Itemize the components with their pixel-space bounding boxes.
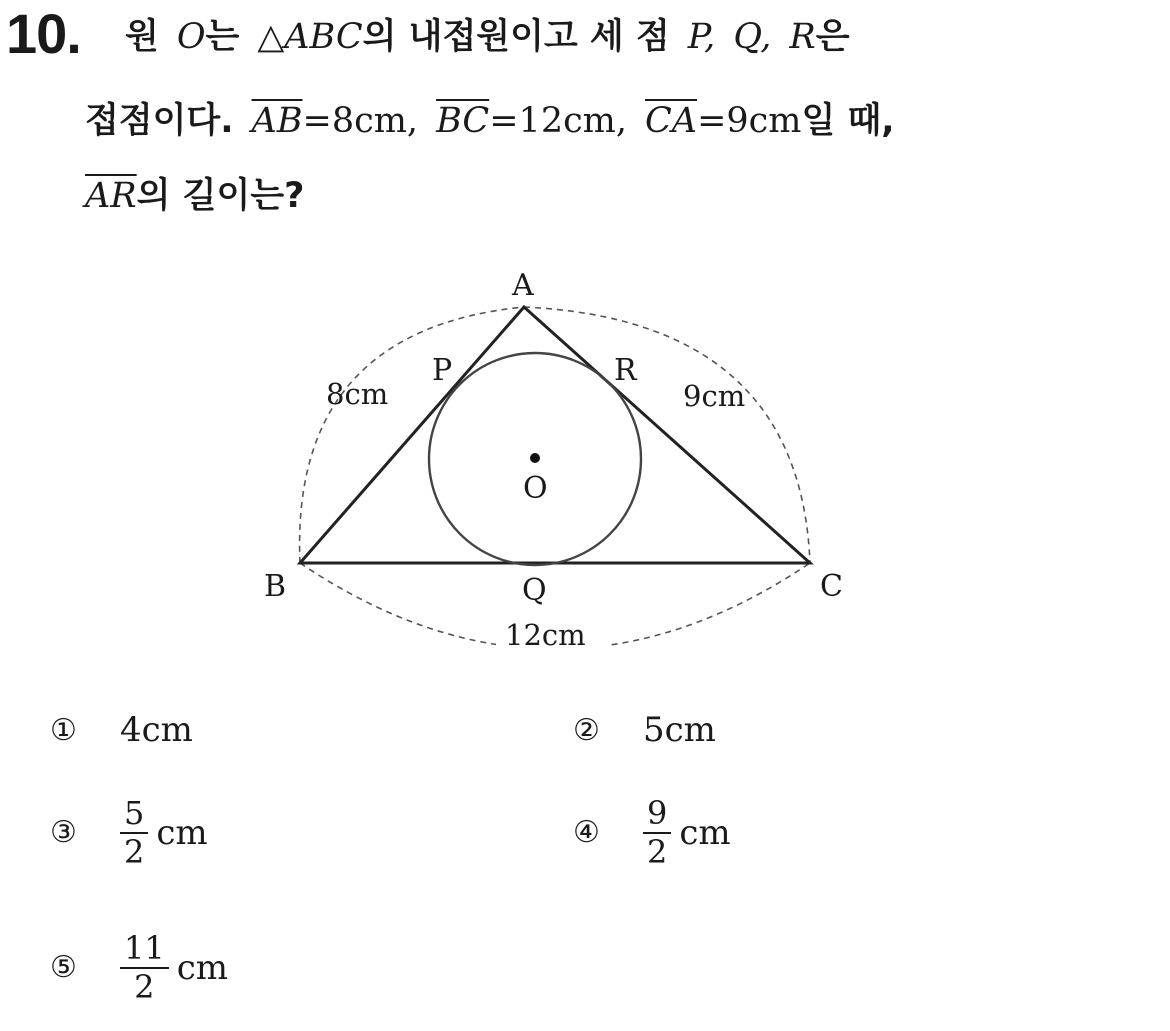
q-segment-ca: $\overline{CA}$ [645, 101, 698, 141]
q-text: 의 길이는? [136, 176, 305, 216]
choice-number: ⑤ [50, 950, 77, 986]
point-label-r: R [614, 353, 637, 388]
q-var-r: R [789, 17, 816, 57]
length-label-bc: 12cm [505, 618, 586, 652]
fraction [120, 930, 169, 1006]
vertex-label-b: B [264, 569, 287, 604]
denominator: 2 [124, 832, 145, 871]
choice-number: ③ [50, 815, 77, 851]
length-label-ab: 8cm [326, 377, 389, 411]
question-number: 10. [6, 2, 81, 65]
q-value-ab: =8cm, [302, 101, 419, 141]
numerator: 11 [124, 929, 165, 967]
choice-1[interactable] [50, 710, 193, 750]
center-label-o: O [523, 471, 548, 506]
choice-text: 4cm [120, 710, 193, 750]
choice-5[interactable] [50, 930, 228, 1006]
q-segment-ar: $\overline{AR}$ [85, 176, 137, 216]
q-triangle-abc: △ABC [257, 17, 363, 57]
point-label-p: P [432, 353, 453, 388]
triangle-abc [300, 307, 810, 563]
q-segment-bc: $\overline{BC}$ [436, 101, 490, 141]
q-var-q: Q, [733, 17, 772, 57]
q-word-circle: 원 [125, 17, 159, 57]
choice-4[interactable] [573, 795, 731, 871]
denominator: 2 [134, 967, 155, 1006]
q-text: 접점이다. [85, 101, 234, 141]
unit: cm [679, 812, 731, 853]
unit: cm [176, 947, 229, 988]
q-text: 는 [205, 17, 240, 57]
vertex-label-a: A [512, 268, 534, 303]
vertex-label-c: C [820, 569, 843, 604]
choice-number: ① [50, 712, 77, 748]
length-label-ca: 9cm [683, 379, 746, 413]
q-text: 은 [815, 17, 850, 57]
choice-3[interactable] [50, 795, 208, 871]
center-dot [530, 453, 540, 463]
choice-number: ② [573, 712, 600, 748]
q-text: 의 내접원이고 세 점 [362, 17, 670, 57]
denominator: 2 [647, 832, 668, 871]
q-var-p: P, [687, 17, 716, 57]
choice-number: ④ [573, 815, 600, 851]
choice-text: 5cm [643, 710, 716, 750]
q-var-o: O [176, 17, 206, 57]
fraction [643, 795, 671, 871]
unit: cm [156, 812, 208, 853]
q-segment-ab: $\overline{AB}$ [251, 101, 303, 141]
numerator: 9 [647, 794, 668, 832]
q-value-bc: =12cm, [489, 101, 627, 141]
numerator: 5 [124, 794, 145, 832]
choice-2[interactable] [573, 710, 716, 750]
q-value-ca: =9cm [697, 101, 802, 141]
fraction [120, 795, 148, 871]
point-label-q: Q [522, 573, 547, 608]
q-text: 일 때, [801, 101, 895, 141]
